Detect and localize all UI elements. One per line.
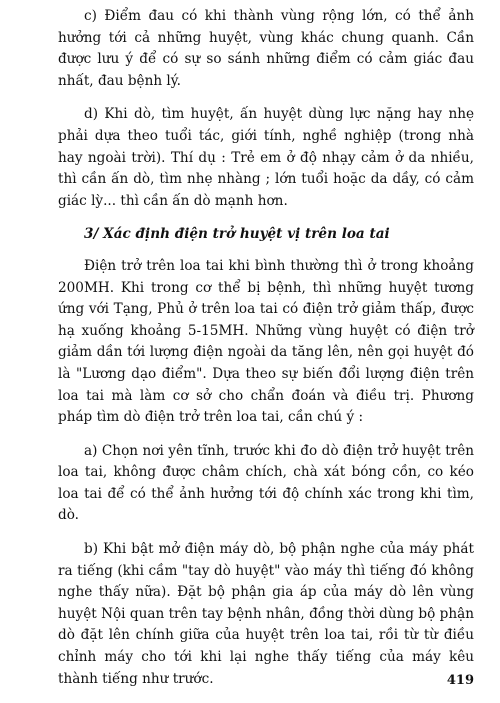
document-page: [58, 6, 474, 702]
page-number: 419: [446, 673, 474, 688]
paragraph-a: a) Chọn nơi yên tĩnh, trước khi đo dò điện trở huyệt trên loa tai, không được châm chích, chà xát bóng cồn, co kéo loa tai để có thể ảnh hưởng tới độ chính xác trong khi tìm, dò.: [58, 442, 474, 524]
paragraph-intro: Điện trở trên loa tai khi bình thường thì ở trong khoảng 200MH. Khi trong cơ thể bị bệnh, thì những huyệt tương ứng với Tạng, Phủ ở trên loa tai có điện trở giảm thấp, được hạ xuống khoảng 5-15MH. Những vùng huyệt có điện trở giảm dần tới lượng điện ngoài da tăng lên, nên gọi huyệt đó là "Lương dạo điểm". Dựa theo sự biến đổi lượng điện trên loa tai mà làm cơ sở cho chẩn đoán và điều trị. Phương pháp tìm dò điện trở trên loa tai, cần chú ý :: [58, 257, 474, 426]
paragraph-c: c) Điểm đau có khi thành vùng rộng lớn, có thể ảnh hưởng tới cả những huyệt, vùng khác chung quanh. Cần được lưu ý để có sự so sánh những điểm có cảm giác đau nhất, đau bệnh lý.: [58, 8, 474, 89]
paragraph-d: d) Khi dò, tìm huyệt, ấn huyệt dùng lực nặng hay nhẹ phải dựa theo tuổi tác, giới tính, nghề nghiệp (trong nhà hay ngoài trời). Thí dụ : Trẻ em ở độ nhạy cảm ở da nhiều, thì cần ấn dò, tìm nhẹ nhàng ; lớn tuổi hoặc da dầy, có cảm giác lỳ... thì cần ấn dò mạnh hơn.: [58, 106, 474, 209]
section-heading: 3/ Xác định điện trở huyệt vị trên loa tai: [84, 226, 390, 243]
paragraph-b: b) Khi bật mở điện máy dò, bộ phận nghe của máy phát ra tiếng (khi cầm "tay dò huyệt" vào máy thì tiếng đó không nghe thấy nữa). Đặt bộ phận gia áp của máy dò lên vùng huyệt Nội quan trên tay bệnh nhân, đồng thời dùng bộ phận dò đặt lên chính giữa của huyệt trên loa tai, rồi từ từ điều chỉnh máy cho tới khi lại nghe thấy tiếng của máy kêu thành tiếng như trước.: [58, 541, 474, 687]
